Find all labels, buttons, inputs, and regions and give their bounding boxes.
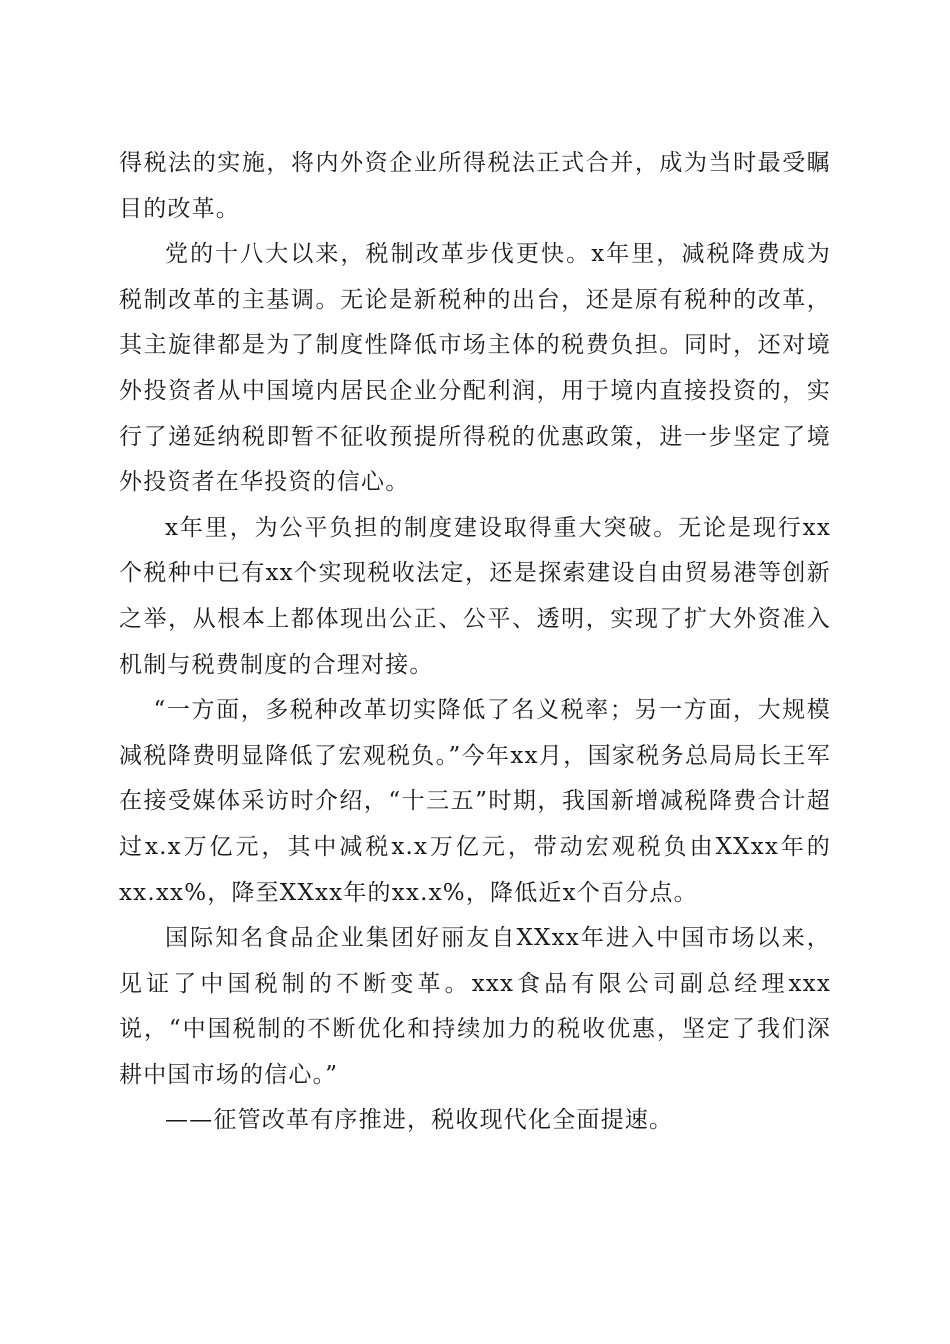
paragraph-fair-burden: x年里，为公平负担的制度建设取得重大突破。无论是现行xx个税种中已有xx个实现税收法定，还是探索建设自由贸易港等创新之举，从根本上都体现出公正、公平、透明，实现了扩大外资准入机制与税费制度的合理对接。 (119, 514, 831, 678)
paragraph-orion-example: 国际知名食品企业集团好丽友自XXxx年进入中国市场以来，见证了中国税制的不断变革。xxx食品有限公司副总经理xxx说，“中国税制的不断优化和持续加力的税收优惠，坚定了我们深耕中国市场的信心。” (119, 925, 831, 1088)
paragraph-quote-tax-rate: “一方面，多税种改革切实降低了名义税率；另一方面，大规模减税降费明显降低了宏观税负。”今年xx月，国家税务总局局长王军在接受媒体采访时介绍，“十三五”时期，我国新增减税降费合计超过x.x万亿元，其中减税x.x万亿元，带动宏观税负由XXxx年的xx.xx%，降至XXxx年的xx.x%，降低近x个百分点。 (119, 697, 831, 906)
section-heading-collection-reform: ——征管改革有序推进，税收现代化全面提速。 (165, 1107, 674, 1134)
paragraph-continuation: 得税法的实施，将内外资企业所得税法正式合并，成为当时最受瞩目的改革。 (119, 150, 831, 222)
paragraph-tax-reform-pace: 党的十八大以来，税制改革步伐更快。x年里，减税降费成为税制改革的主基调。无论是新税种的出台，还是原有税种的改革，其主旋律都是为了制度性降低市场主体的税费负担。同时，还对境外投资者从中国境内居民企业分配利润，用于境内直接投资的，实行了递延纳税即暂不征收预提所得税的优惠政策，进一步坚定了境外投资者在华投资的信心。 (119, 241, 831, 496)
body-text (119, 141, 831, 1144)
